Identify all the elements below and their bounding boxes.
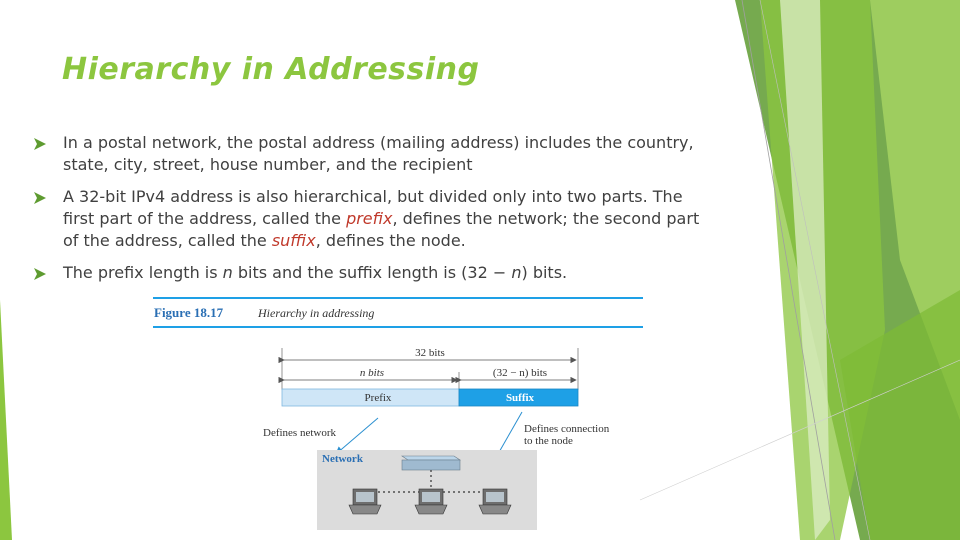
figure-caption: Hierarchy in addressing xyxy=(258,306,375,320)
total-bits-label: 32 bits xyxy=(415,347,445,359)
suffix-term: suffix xyxy=(271,231,316,250)
network-label: Network xyxy=(322,453,363,465)
bullet-text: A 32-bit IPv4 address is also hierarchical, but divided only into two parts. The first part of the address, called the xyxy=(63,187,683,228)
suffix-label: Suffix xyxy=(505,392,535,404)
slide-title: Hierarchy in Addressing xyxy=(62,52,480,87)
bullet-list xyxy=(34,132,714,294)
bullet-arrow-icon xyxy=(34,138,46,150)
bullet-item xyxy=(34,186,714,252)
n-variable: n xyxy=(511,263,522,282)
laptop-icon xyxy=(415,489,447,514)
bullet-arrow-icon xyxy=(34,268,46,280)
laptop-icon xyxy=(349,489,381,514)
bullet-arrow-icon xyxy=(34,192,46,204)
bullet-text: ) bits. xyxy=(521,263,568,282)
prefix-label: Prefix xyxy=(364,392,392,404)
defines-connection-label-2: to the node xyxy=(524,435,573,447)
bullet-text: , defines the node. xyxy=(315,231,466,250)
network-pointer-arrow xyxy=(336,418,378,454)
bullet-text: , defines the network; the second part of the address, called the xyxy=(63,209,700,250)
n-variable: n xyxy=(222,263,233,282)
defines-network-label: Defines network xyxy=(263,427,337,439)
hierarchy-figure xyxy=(150,294,650,534)
prefix-term: prefix xyxy=(346,209,393,228)
switch-icon xyxy=(402,456,460,470)
figure-number: Figure 18.17 xyxy=(154,305,224,320)
bullet-text: bits and the suffix length is (32 − xyxy=(232,263,512,282)
laptop-icon xyxy=(479,489,511,514)
bullet-text: The prefix length is xyxy=(63,263,223,282)
bullet-item xyxy=(34,132,714,176)
defines-connection-label-1: Defines connection xyxy=(524,423,610,435)
bullet-item xyxy=(34,262,714,284)
prefix-bits-label: n bits xyxy=(359,367,385,379)
suffix-bits-label: (32 − n) bits xyxy=(492,367,548,379)
bullet-text: In a postal network, the postal address (mailing address) includes the country, state, city, street, house number, and the recipient xyxy=(63,133,694,174)
